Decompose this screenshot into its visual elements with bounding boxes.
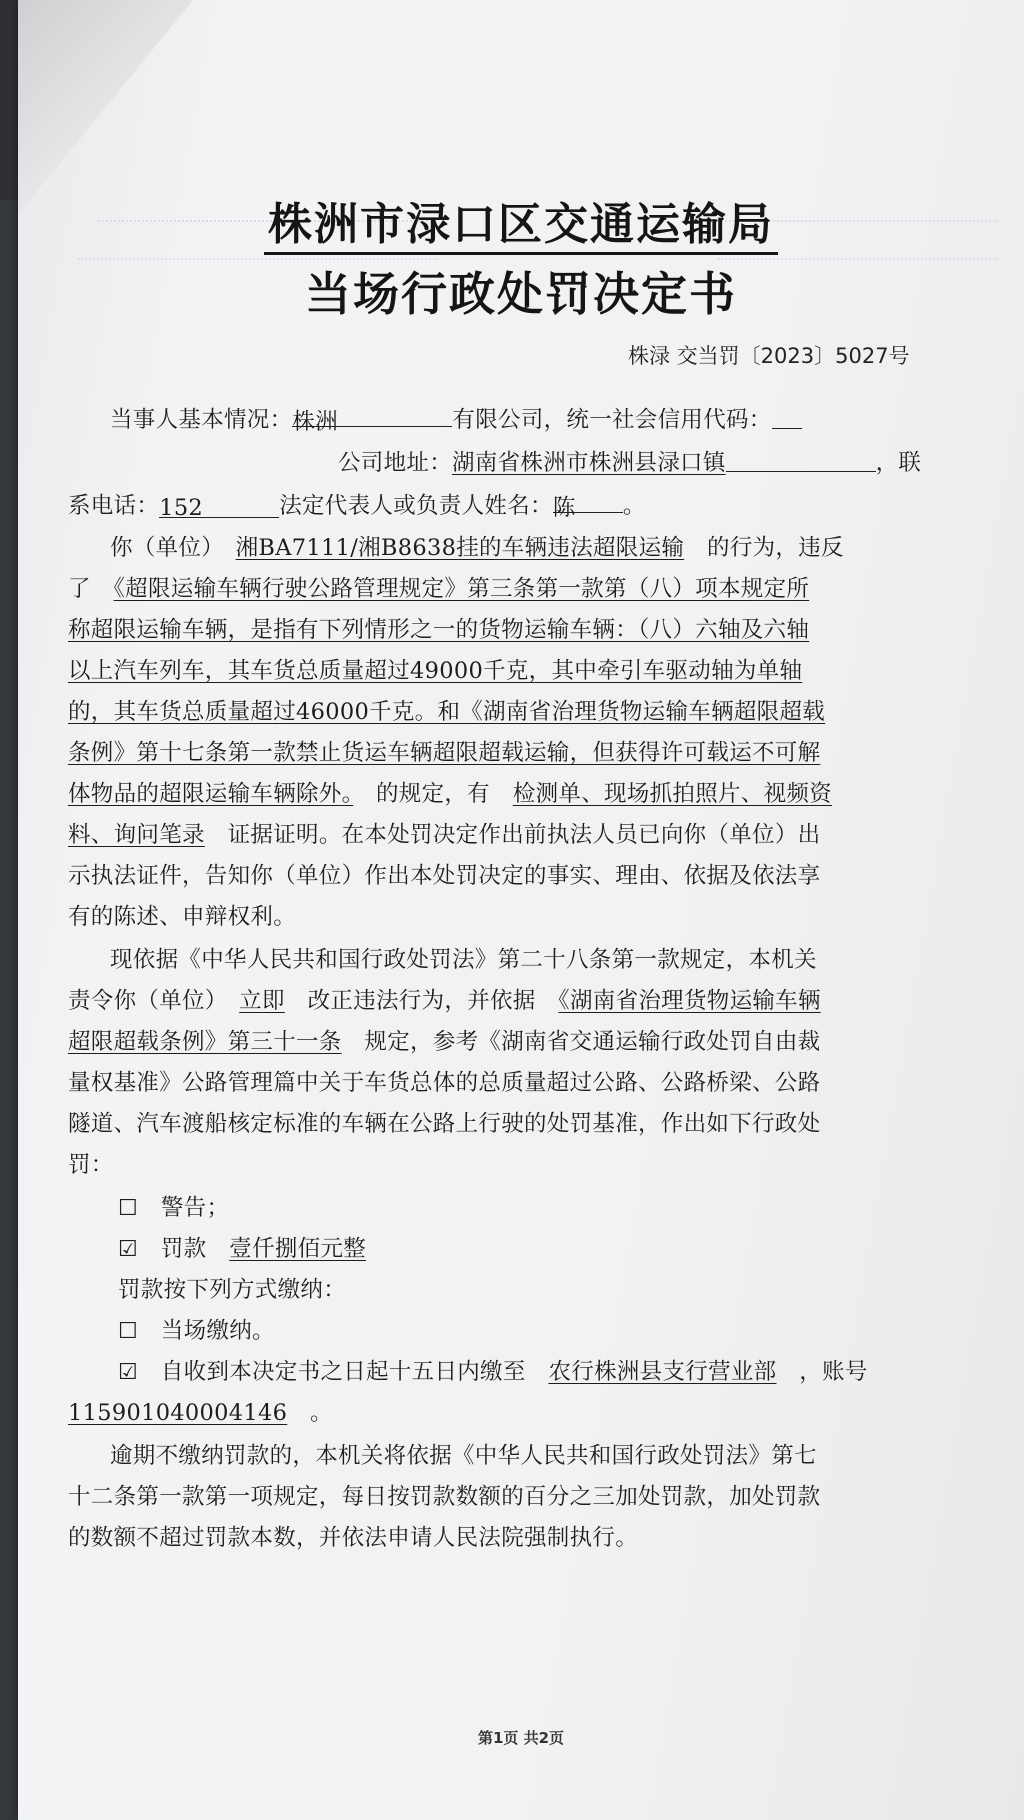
legal-basis-cont: 超限超载条例》第三十一条 [68, 1029, 342, 1055]
bank-name: 农行株洲县支行营业部 [548, 1359, 777, 1385]
regulation-cited: 《超限运输车辆行驶公路管理规定》第三条第一款第（八）项本规定所 [113, 576, 810, 602]
p1-line-6: 条例》第十七条第一款禁止货运车辆超限超载运输，但获得许可载运不可解 [68, 740, 821, 766]
p2-line-4: 量权基准》公路管理篇中关于车货总体的总质量超过公路、公路桥梁、公路 [68, 1070, 821, 1096]
p1-line-8 [68, 817, 820, 849]
bank-option [118, 1354, 868, 1386]
text-run: 的行为，违反 [707, 535, 844, 561]
p2-line-1: 现依据《中华人民共和国行政处罚法》第二十八条第一款规定，本机关 [110, 947, 817, 973]
credit-code-blank [772, 406, 802, 429]
text-run: 规定，参考《湖南省交通运输行政处罚自由裁 [364, 1029, 821, 1055]
text-run: ，账号 [799, 1359, 868, 1385]
p1-line-4: 以上汽车列车，其车货总质量超过49000千克，其中牵引车驱动轴为单轴 [68, 658, 803, 684]
page-curl [18, 0, 193, 215]
address-label: 公司地址： [338, 450, 453, 476]
phone-label: 系电话： [68, 493, 160, 519]
text-run: 责令你（单位） [68, 988, 217, 1014]
warning-option [118, 1190, 229, 1222]
p2-line-3 [68, 1024, 820, 1056]
account-line [68, 1395, 333, 1427]
fine-label: 罚款 [160, 1236, 207, 1262]
p1-line-5: 的，其车货总质量超过46000千克。和《湖南省治理货物运输车辆超限超载 [68, 699, 826, 725]
p3-line-2: 十二条第一款第一项规定，每日按罚款数额的百分之三加处罚款，加处罚款 [68, 1484, 821, 1510]
contact-label: ，联 [875, 450, 922, 476]
text-run: 改正违法行为，并依据 [307, 988, 536, 1014]
onsite-checkbox: ☐ [118, 1319, 139, 1344]
p1-line-1 [110, 530, 844, 562]
evidence-list: 检测单、现场抓拍照片、视频资 [512, 781, 832, 807]
document-title: 当场行政处罚决定书 [305, 267, 737, 321]
text-run: 了 [68, 576, 91, 602]
legal-basis: 《湖南省治理货物运输车辆 [558, 988, 821, 1014]
bank-checkbox: ☑ [118, 1360, 139, 1385]
fine-amount: 壹仟捌佰元整 [229, 1236, 367, 1262]
onsite-label: 当场缴纳。 [160, 1318, 275, 1344]
text-run: 体物品的超限运输车辆除外。 [68, 781, 354, 807]
party-line-2 [338, 445, 921, 477]
party-line-3 [68, 488, 646, 520]
p2-line-5: 隧道、汽车渡船核定标准的车辆在公路上行驶的处罚基准，作出如下行政处 [68, 1111, 821, 1137]
payment-method-title: 罚款按下列方式缴纳： [118, 1277, 347, 1303]
text-run: 的规定，有 [375, 781, 490, 807]
vehicle-plates: 湘BA7111/湘B8638挂的车辆违法超限运输 [235, 535, 685, 561]
p1-line-9: 示执法证件，告知你（单位）作出本处罚决定的事实、理由、依据及依法享 [68, 863, 821, 889]
rep-name: 陈 [553, 490, 623, 513]
agency-title: 株洲市渌口区交通运输局 [18, 188, 1024, 252]
p2-line-2 [68, 983, 821, 1015]
text-run: 证据证明。在本处罚决定作出前执法人员已向你（单位）出 [227, 822, 821, 848]
p1-line-10: 有的陈述、申辩权利。 [68, 904, 297, 930]
text-run: 自收到本决定书之日起十五日内缴至 [160, 1359, 526, 1385]
p3-line-3: 的数额不超过罚款本数，并依法申请人民法院强制执行。 [68, 1525, 639, 1551]
fine-checkbox: ☑ [118, 1237, 139, 1262]
warning-label: 警告； [160, 1195, 230, 1221]
party-name: 株洲 [292, 404, 452, 427]
address-blank [726, 449, 876, 472]
text-run: 。 [310, 1400, 333, 1426]
account-number: 115901040004146 [68, 1400, 288, 1426]
p2-line-6: 罚： [68, 1152, 114, 1178]
evidence-list-cont: 料、询问笔录 [68, 822, 205, 848]
page-number: 第1页 共2页 [477, 1729, 565, 1747]
warning-checkbox: ☐ [118, 1196, 139, 1221]
p1-line-3: 称超限运输车辆，是指有下列情形之一的货物运输车辆：（八）六轴及六轴 [68, 617, 810, 643]
document-number: 株渌 交当罚〔2023〕5027号 [628, 344, 910, 368]
onsite-option [118, 1313, 275, 1345]
party-label: 当事人基本情况： [110, 407, 293, 433]
fine-option [118, 1231, 366, 1263]
document-page [18, 0, 1024, 1820]
p1-line-7 [68, 776, 832, 808]
p1-line-2 [68, 571, 809, 603]
p3-line-1: 逾期不缴纳罚款的，本机关将依据《中华人民共和国行政处罚法》第七 [110, 1443, 817, 1469]
party-line-1 [110, 402, 802, 434]
line-end: 。 [622, 493, 646, 519]
address-value: 湖南省株洲市株洲县渌口镇 [452, 450, 726, 476]
rep-label: 法定代表人或负责人姓名： [279, 493, 553, 519]
you-unit: 你（单位） [110, 535, 213, 561]
correction-term: 立即 [239, 988, 285, 1014]
company-suffix: 有限公司，统一社会信用代码： [452, 407, 772, 433]
phone-value: 152 [159, 495, 279, 518]
